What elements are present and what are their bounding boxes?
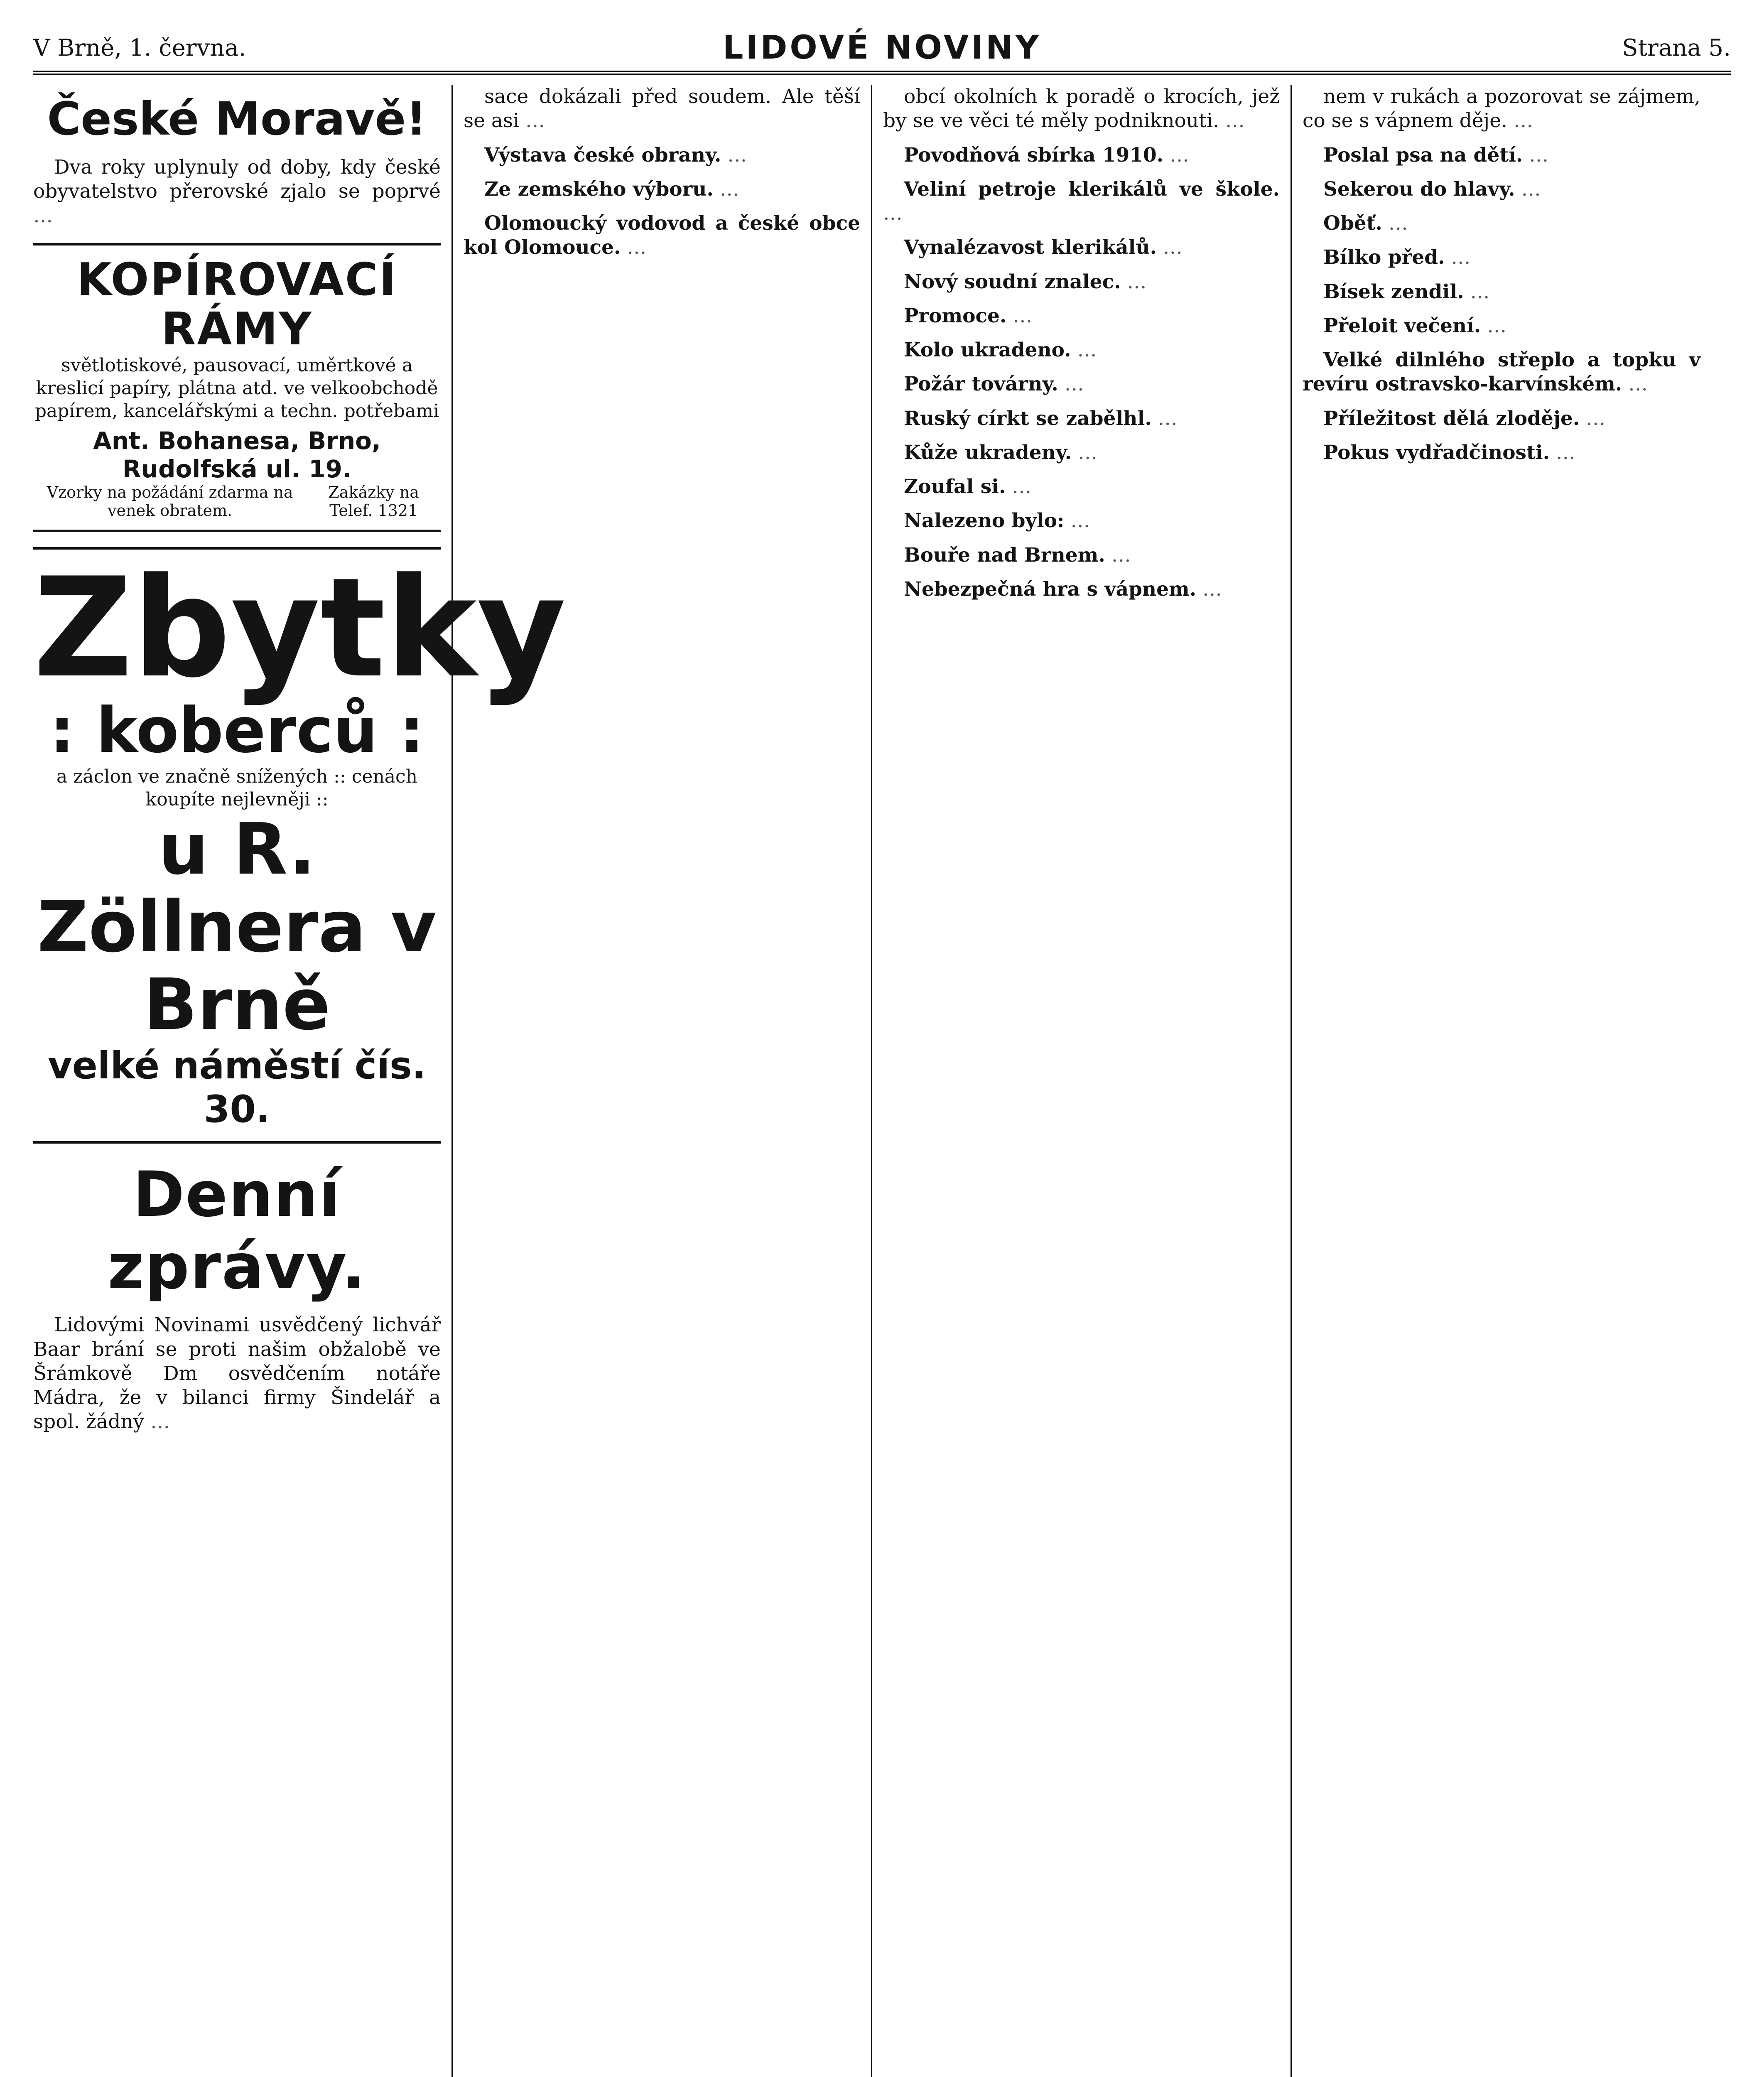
ad-zbytky bbox=[33, 547, 566, 1144]
article-subhead: Promoce. … bbox=[904, 304, 1033, 327]
ad-notes: Vzorky na požádání zdarma na venek obratem. Zakázky na Telef. 1321 bbox=[47, 483, 419, 520]
article-subhead: Nový soudní znalec. … bbox=[904, 270, 1147, 293]
ad-address: velké náměstí čís. 30. bbox=[48, 1044, 426, 1132]
column-2 bbox=[453, 85, 872, 2077]
newspaper-title: LIDOVÉ NOVINY bbox=[722, 29, 1042, 66]
headline-ceske-morave: České Moravě! bbox=[47, 92, 427, 145]
article-subhead: Bísek zendil. … bbox=[1323, 280, 1490, 303]
article-continued: obcí okolních k poradě o krocích, jež by se ve věci té měly podniknouti. … bbox=[883, 85, 1280, 133]
article-subhead: Bílko před. … bbox=[1323, 246, 1471, 269]
ad-firm: Ant. Bohanesa, Brno, Rudolfská ul. 19. bbox=[93, 427, 381, 484]
ad-firm: u R. Zöllnera v Brně bbox=[37, 808, 437, 1046]
ad-subtitle: : koberců : bbox=[49, 695, 424, 767]
masthead bbox=[33, 25, 1731, 75]
article-subhead: Sekerou do hlavy. … bbox=[1323, 177, 1541, 201]
article-continued: sace dokázali před soudem. Ale těší se asi … bbox=[464, 85, 860, 133]
place-date: V Brně, 1. června. bbox=[33, 34, 246, 61]
article-subhead: Olomoucký vodovod a české obce kol Olomouce. … bbox=[464, 212, 860, 259]
ad-text: a záclon ve značně snížených :: cenách koupíte nejlevněji :: bbox=[56, 766, 418, 810]
article-subhead: Vynalézavost klerikálů. … bbox=[904, 236, 1183, 259]
article-subhead: Ruský církt se zabělhl. … bbox=[904, 407, 1178, 430]
article-subhead: Bouře nad Brnem. … bbox=[904, 543, 1131, 567]
article-lead: Lidovými Novinami usvědčený lichvář Baar brání se proti našim obžalobě ve Šrámkově Dm osvědčením notáře Mádra, že v bilanci firmy Šindelář a spol. žádný … bbox=[33, 1313, 441, 1434]
article-lead: Dva roky uplynuly od doby, kdy české obyvatelstvo přerovské zjalo se poprvé … bbox=[33, 156, 441, 227]
article-subhead: Příležitost dělá zloděje. … bbox=[1323, 407, 1606, 430]
column-1 bbox=[33, 85, 566, 2077]
ad-title: Zbytky bbox=[33, 548, 566, 708]
article-subhead: Nalezeno bylo: … bbox=[904, 509, 1090, 533]
article-subhead: Povodňová sbírka 1910. … bbox=[904, 143, 1190, 167]
column-4 bbox=[1292, 85, 1711, 2077]
page-number: Strana 5. bbox=[1622, 34, 1731, 61]
columns bbox=[33, 85, 1731, 2077]
article-subhead: Pokus vydřadčinosti. … bbox=[1323, 441, 1575, 464]
article-subhead: Výstava české obrany. … bbox=[484, 143, 747, 167]
article-subhead: Poslal psa na dětí. … bbox=[1323, 143, 1549, 167]
article-continued: nem v rukách a pozorovat se zájmem, co se s vápnem děje. … bbox=[1303, 85, 1700, 133]
ad-title: KOPÍROVACÍ RÁMY bbox=[76, 253, 397, 355]
column-3 bbox=[872, 85, 1292, 2077]
article-subhead: Přeloit večení. … bbox=[1323, 314, 1507, 337]
article-subhead: Veliní petroje klerikálů ve škole. … bbox=[883, 177, 1280, 225]
article-subhead: Velké dilnlého střeplo a topku v revíru ostravsko-karvínském. … bbox=[1303, 349, 1700, 396]
article-subhead: Kůže ukradeny. … bbox=[904, 441, 1098, 464]
article-subhead: Nebezpečná hra s vápnem. … bbox=[904, 577, 1222, 601]
section-denni-zpravy: Denní zprávy. bbox=[108, 1159, 366, 1304]
ad-kopirovaci-ramy bbox=[33, 243, 441, 533]
article-subhead: Ze zemského výboru. … bbox=[484, 177, 739, 201]
article-subhead: Zoufal si. … bbox=[904, 475, 1032, 498]
ad-text: světlotiskové, pausovací, uměrtkové a kreslicí papíry, plátna atd. ve velkoobchodě papírem, kancelářskými a techn. potřebami bbox=[34, 355, 439, 422]
article-subhead: Oběť. … bbox=[1323, 212, 1408, 235]
article-subhead: Požár továrny. … bbox=[904, 373, 1084, 396]
article-subhead: Kolo ukradeno. … bbox=[904, 339, 1097, 362]
